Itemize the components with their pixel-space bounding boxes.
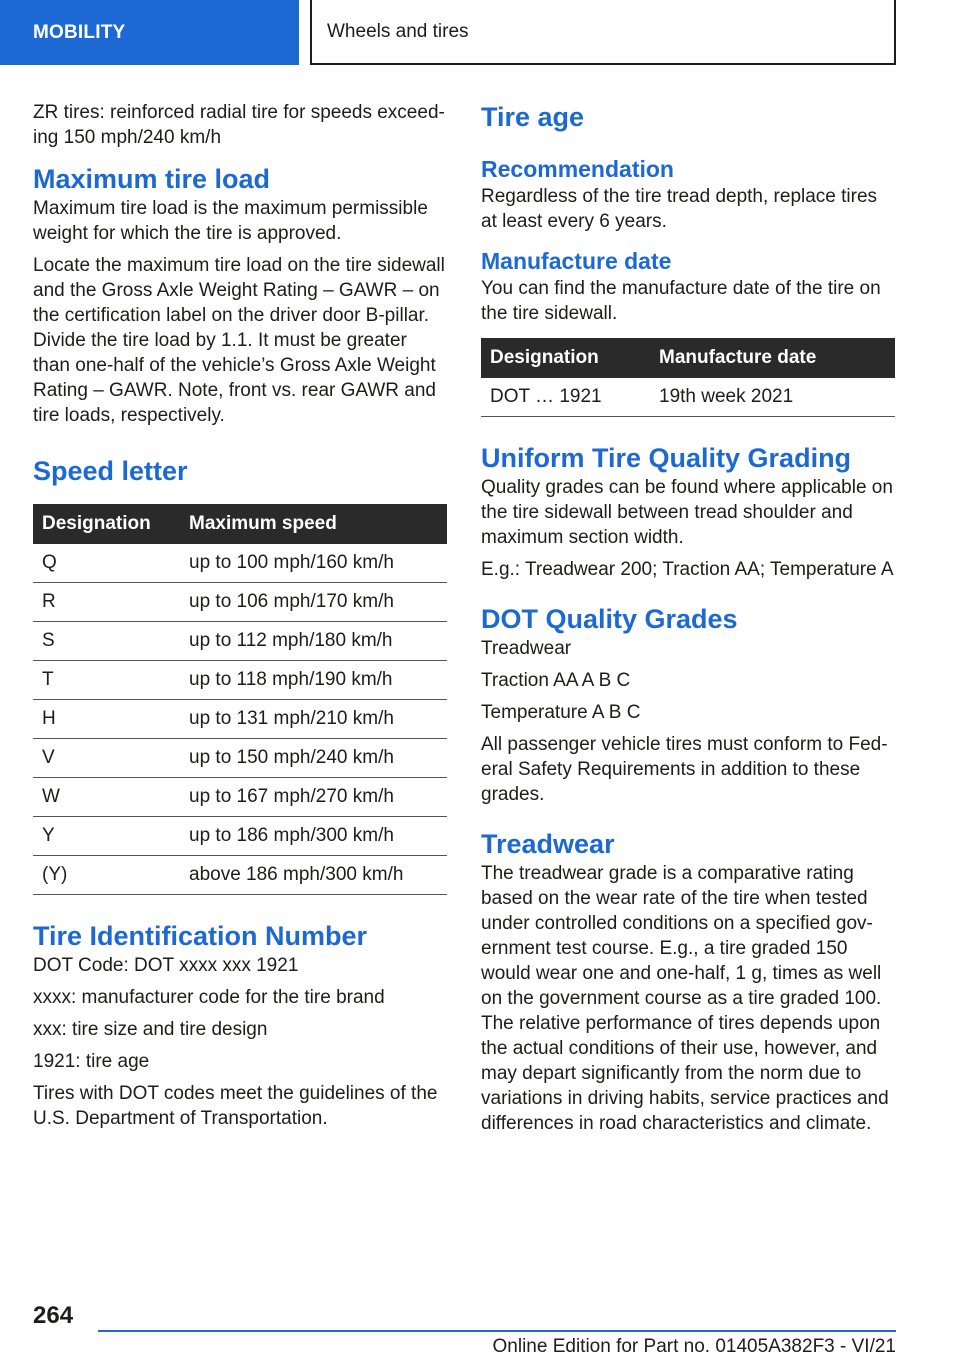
zr-text: ZR tires: reinforced radial tire for speeds exceed-ing 150 mph/240 km/h [33,102,445,148]
mfg-heading: Manufacture date [481,248,672,274]
table-row [33,622,447,661]
cell-letter: W [33,778,180,817]
col-designation: Designation [33,504,180,544]
tin-line: xxx: tire size and tire design [33,1019,268,1040]
table-row [481,378,895,417]
cell-letter: (Y) [33,856,180,895]
col-designation: Designation [481,338,650,378]
page-title: Wheels and tires [327,20,469,42]
table-row [33,583,447,622]
cell-letter: R [33,583,180,622]
cell-letter: Q [33,544,180,583]
cell-letter: H [33,700,180,739]
cell-date: 19th week 2021 [650,378,895,417]
dot-line: Treadwear [481,638,572,659]
table-row [33,739,447,778]
col-max-speed: Maximum speed [180,504,447,544]
dot-line: Traction AA A B C [481,670,631,691]
utqg-p1: Quality grades can be found where applicable on the tire sidewall between tread shoulder and maximum section width. [481,477,893,548]
cell-speed: up to 100 mph/160 km/h [180,544,447,583]
cell-speed: up to 106 mph/170 km/h [180,583,447,622]
max-load-p2: Locate the maximum tire load on the tire sidewall and the Gross Axle Weight Rating – GAWR – on the certification label on the driver door B-pillar. Divide the tire load by 1.1. It must be greater than one-half of the vehicle’s Gross Axle Weight Rating – GAWR. Note, front vs. rear GAWR and tire loads, respectively. [33,255,445,426]
treadwear-text: The treadwear grade is a comparative rating based on the wear rate of the tire when tested under controlled conditions on a specified gov-ernment test course. E.g., a tire graded 150 would wear one and one-half, 1 g, times as well on the government course as a tire graded 100. The relative performance of tires depends upon the actual conditions of their use, however, and may depart significantly from the norm due to variations in driving habits, service practices and differences in road characteristics and climate. [481,863,889,1134]
tin-line: DOT Code: DOT xxxx xxx 1921 [33,955,299,976]
col-manufacture-date: Manufacture date [650,338,895,378]
cell-dot: DOT … 1921 [481,378,650,417]
left-column [33,100,447,1138]
table-row [33,817,447,856]
cell-letter: S [33,622,180,661]
max-load-p1: Maximum tire load is the maximum permissible weight for which the tire is approved. [33,198,428,244]
tin-line: Tires with DOT codes meet the guidelines of the U.S. Department of Transportation. [33,1083,438,1129]
edition-text: Online Edition for Part no. 01405A382F3 - VI/21 [492,1336,896,1357]
utqg-p2: E.g.: Treadwear 200; Traction AA; Temperature A [481,559,894,580]
speed-table-header [33,504,447,544]
dot-grades-heading: DOT Quality Grades [481,604,738,634]
cell-letter: V [33,739,180,778]
mfg-table-header [481,338,895,378]
utqg-heading: Uniform Tire Quality Grading [481,443,852,473]
max-load-heading: Maximum tire load [33,164,271,194]
page-number: 264 [33,1302,74,1329]
cell-speed: up to 112 mph/180 km/h [180,622,447,661]
rec-heading: Recommendation [481,156,674,182]
table-row [33,661,447,700]
cell-letter: Y [33,817,180,856]
mfg-text: You can find the manufacture date of the tire on the tire sidewall. [481,278,881,324]
speed-table [33,504,447,895]
mfg-table [481,338,895,417]
cell-speed: up to 167 mph/270 km/h [180,778,447,817]
tin-line: 1921: tire age [33,1051,150,1072]
section-label: MOBILITY [33,21,126,43]
cell-speed: up to 131 mph/210 km/h [180,700,447,739]
age-heading: Tire age [481,102,585,132]
tin-line: xxxx: manufacturer code for the tire brand [33,987,385,1008]
cell-speed: up to 186 mph/300 km/h [180,817,447,856]
dot-line: All passenger vehicle tires must conform to Fed-eral Safety Requirements in addition to these grades. [481,734,888,805]
table-row [33,700,447,739]
cell-letter: T [33,661,180,700]
cell-speed: up to 118 mph/190 km/h [180,661,447,700]
speed-heading: Speed letter [33,456,188,486]
cell-speed: above 186 mph/300 km/h [180,856,447,895]
rec-text: Regardless of the tire tread depth, replace tires at least every 6 years. [481,186,878,232]
right-column [481,100,895,1143]
dot-line: Temperature A B C [481,702,641,723]
tin-heading: Tire Identification Number [33,921,368,951]
page-header [310,0,896,65]
table-row [33,778,447,817]
section-tab [0,0,299,65]
treadwear-heading: Treadwear [481,829,615,859]
table-row [33,544,447,583]
footer-divider [98,1330,896,1332]
cell-speed: up to 150 mph/240 km/h [180,739,447,778]
table-row [33,856,447,895]
